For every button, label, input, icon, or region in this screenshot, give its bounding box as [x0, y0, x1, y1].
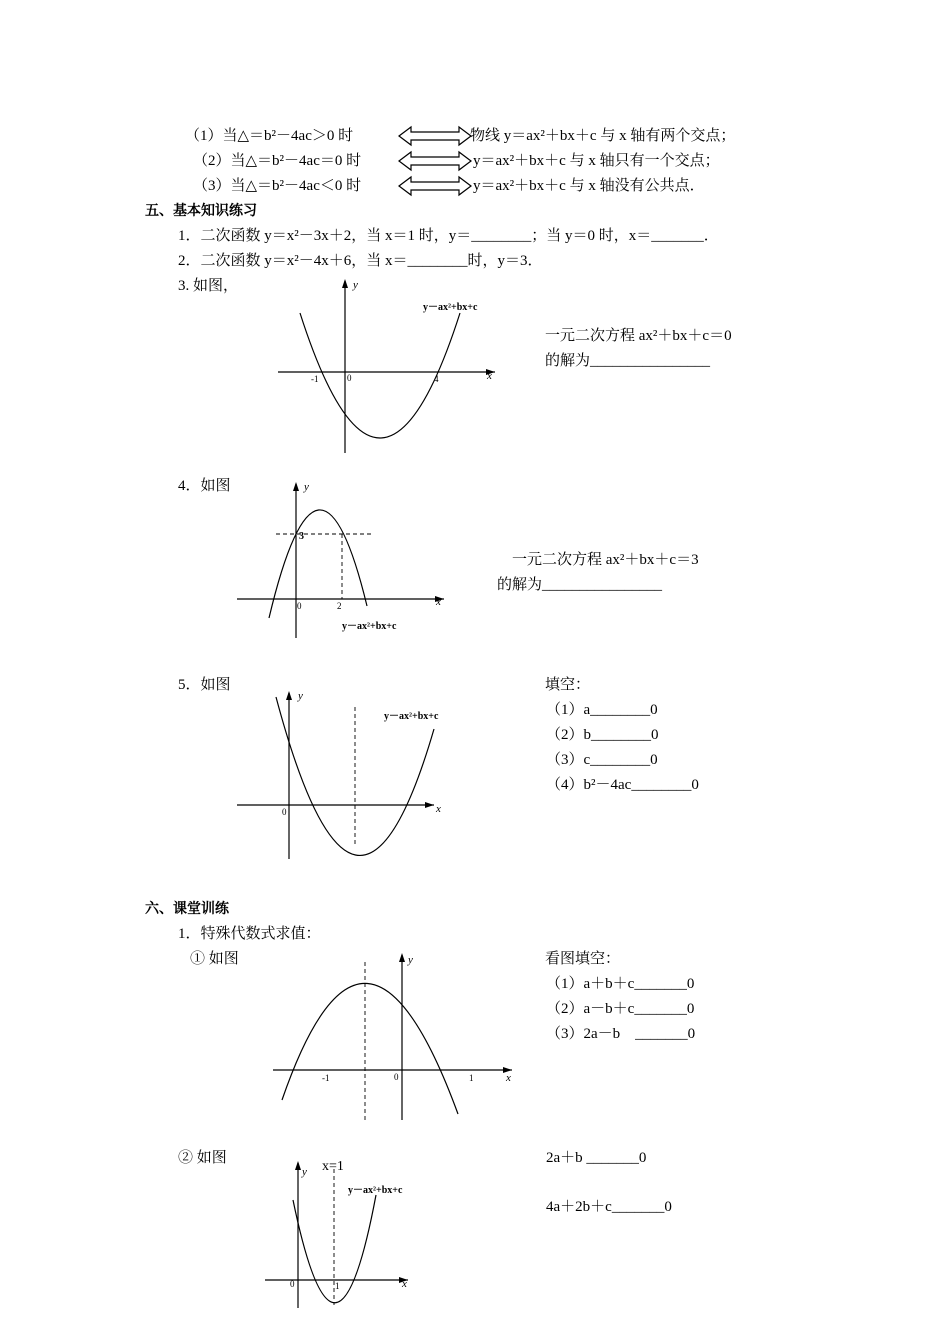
disc-row3-result: y＝ax²＋bx＋c 与 x 轴没有公共点． — [473, 178, 705, 194]
q5-1: 1．二次函数 y＝x²－3x＋2，当 x＝1 时，y＝________；当 y＝0 时，x＝_______． — [178, 228, 719, 244]
tick-1: 1 — [469, 1073, 474, 1083]
q5-fill-label: 填空： — [545, 677, 591, 693]
disc-row2-result: y＝ax²＋bx＋c 与 x 轴只有一个交点； — [473, 153, 720, 169]
double-arrow-icon — [397, 176, 473, 196]
x-label: x — [436, 596, 441, 608]
q6-2-fill-a: 2a＋b _______0 — [546, 1150, 647, 1166]
y-arrow-icon — [342, 279, 348, 288]
disc-row1-condition: （1）当△＝b²－4ac＞0 时 — [185, 128, 354, 144]
y-label: y — [302, 1166, 307, 1178]
y-label: y — [353, 279, 358, 291]
parabola — [269, 510, 367, 618]
equation-label: y－ax²+bx+c — [423, 302, 478, 313]
q5-2: 2．二次函数 y＝x²－4x＋6，当 x＝________时，y＝3． — [178, 253, 543, 269]
disc-row1-result: 物线 y＝ax²＋bx＋c 与 x 轴有两个交点； — [470, 128, 736, 144]
origin-label: 0 — [282, 807, 287, 817]
double-arrow-icon — [397, 126, 473, 146]
tick-2: 2 — [337, 601, 342, 611]
graph-q6-1 — [270, 950, 520, 1125]
origin-label: 0 — [347, 373, 352, 383]
q6-1: 1．特殊代数式求值： — [178, 926, 321, 942]
line-x-equals-1-label: x=1 — [322, 1159, 344, 1174]
origin-label: 0 — [394, 1072, 399, 1082]
y-arrow-icon — [399, 953, 405, 962]
y-label: y — [298, 690, 303, 702]
tick-minus-1: -1 — [322, 1073, 330, 1083]
double-arrow-icon — [397, 151, 473, 171]
tick-minus-1: -1 — [311, 374, 319, 384]
y-arrow-icon — [286, 691, 292, 700]
equation-label: y－ax²+bx+c — [342, 621, 397, 632]
q6-1-part2: ② 如图 — [178, 1150, 227, 1166]
q3-equation: 一元二次方程 ax²＋bx＋c＝0 — [545, 328, 732, 344]
x-label: x — [402, 1278, 407, 1290]
x-label: x — [436, 803, 441, 815]
x-arrow-icon — [425, 802, 434, 808]
q4-answer: 的解为________________ — [497, 577, 663, 593]
y-arrow-icon — [295, 1161, 301, 1170]
q5-4: 4．如图 — [178, 478, 231, 494]
q5-fill-d: （4）b²－4ac________0 — [546, 777, 699, 793]
y-label: y — [408, 954, 413, 966]
section-5-title: 五、基本知识练习 — [145, 203, 257, 219]
q6-1-fill-c: （3）2a－b _______0 — [546, 1026, 696, 1042]
tick-3: 3 — [299, 531, 304, 542]
x-label: x — [506, 1072, 511, 1084]
q6-1-part1: ① 如图 — [190, 951, 239, 967]
equation-label: y－ax²+bx+c — [384, 711, 439, 722]
q6-1-fill-label: 看图填空： — [545, 951, 621, 967]
disc-row2-condition: （2）当△＝b²－4ac＝0 时 — [193, 153, 362, 169]
q6-1-fill-b: （2）a－b＋c_______0 — [546, 1001, 695, 1017]
section-6-title: 六、课堂训练 — [145, 901, 229, 917]
disc-row3-condition: （3）当△＝b²－4ac＜0 时 — [193, 178, 362, 194]
tick-1: 1 — [335, 1281, 340, 1291]
origin-label: 0 — [297, 601, 302, 611]
q5-fill-a: （1）a________0 — [546, 702, 658, 718]
parabola — [282, 983, 458, 1114]
q6-2-fill-b: 4a＋2b＋c_______0 — [546, 1199, 672, 1215]
q6-1-fill-a: （1）a＋b＋c_______0 — [546, 976, 695, 992]
q5-5: 5．如图 — [178, 677, 231, 693]
graph-q6-2 — [262, 1155, 452, 1315]
graph-q5 — [234, 687, 474, 862]
q3-answer: 的解为________________ — [545, 353, 711, 369]
graph-q3 — [270, 275, 510, 455]
y-label: y — [304, 481, 309, 493]
y-arrow-icon — [293, 482, 299, 491]
q5-fill-b: （2）b________0 — [546, 727, 659, 743]
equation-label: y－ax²+bx+c — [348, 1185, 403, 1196]
graph-q4 — [234, 478, 449, 640]
q5-fill-c: （3）c________0 — [546, 752, 658, 768]
tick-4: 4 — [434, 374, 439, 384]
origin-label: 0 — [290, 1279, 295, 1289]
x-label: x — [487, 370, 492, 382]
q5-3: 3. 如图， — [178, 278, 239, 294]
q4-equation: 一元二次方程 ax²＋bx＋c＝3 — [512, 552, 699, 568]
